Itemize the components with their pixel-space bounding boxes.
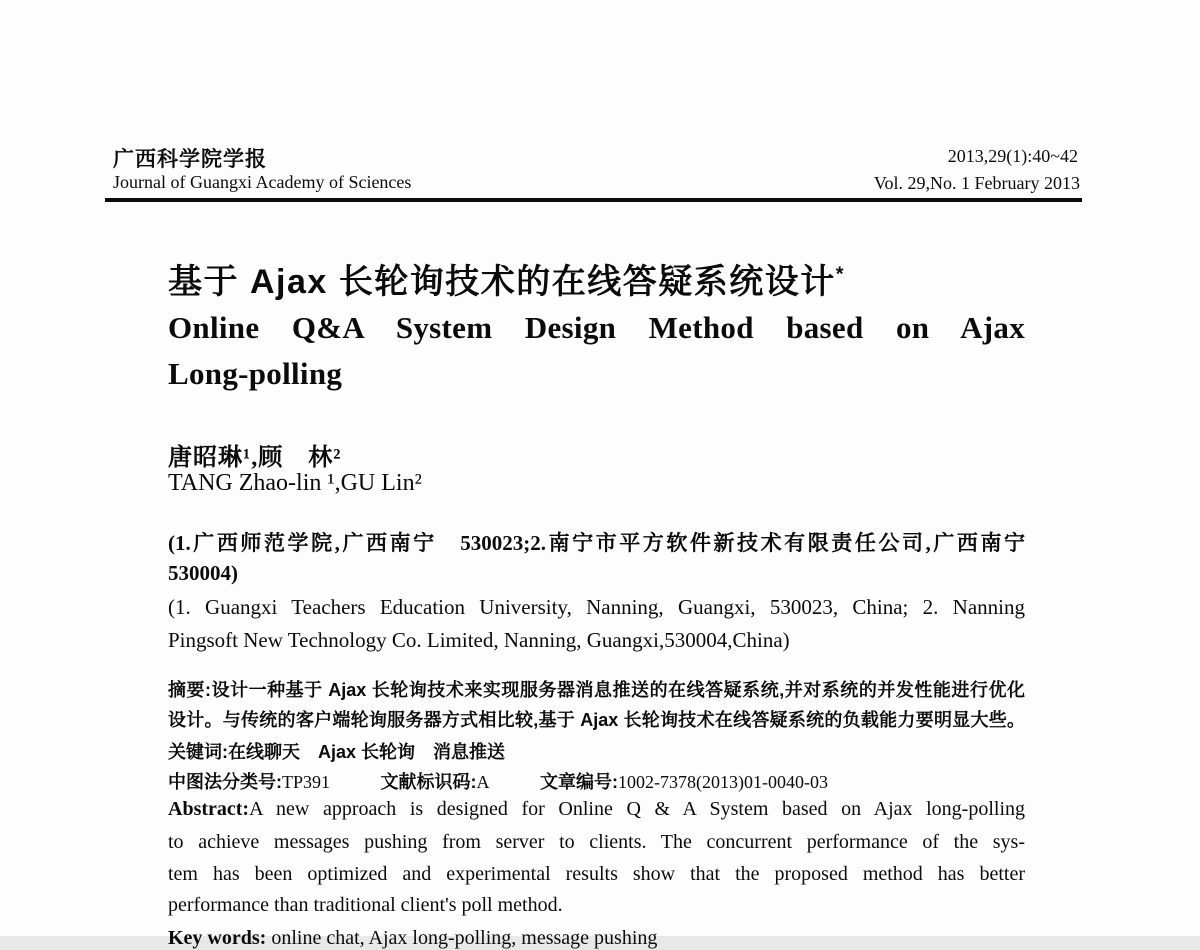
header-rule bbox=[105, 198, 1082, 202]
abstract-en-line1 bbox=[168, 798, 1025, 821]
article-title-en-line1: Online Q&A System Design Method based on Ajax bbox=[168, 310, 1025, 345]
abstract-en-line2: to achieve messages pushing from server to clients. The concurrent performance of the sys- bbox=[168, 831, 1025, 853]
article-id-value: 1002-7378(2013)01-0040-03 bbox=[618, 772, 828, 792]
keywords-en-cutoff bbox=[168, 927, 1025, 950]
doc-code-segment bbox=[381, 772, 490, 792]
doc-code-label: 文献标识码: bbox=[380, 772, 477, 792]
affiliation-cn-line1: (1.广西师范学院,广西南宁 530023;2.南宁市平方软件新技术有限责任公司,广西南宁 bbox=[168, 531, 1025, 555]
article-id-label: 文章编号: bbox=[540, 772, 619, 792]
doc-code-value: A bbox=[476, 772, 490, 792]
issue-info: 2013,29(1):40~42 bbox=[947, 146, 1078, 166]
article-id-segment bbox=[540, 772, 828, 792]
volume-info: Vol. 29,No. 1 February 2013 bbox=[873, 173, 1080, 193]
abstract-en-line4: performance than traditional client's poll method. bbox=[168, 894, 563, 916]
classification-line bbox=[168, 768, 1025, 794]
clc-value: TP391 bbox=[282, 772, 331, 792]
article-title-en-line2: Long-polling bbox=[168, 356, 343, 391]
article-title-cn-text: 基于 Ajax 长轮询技术的在线答疑系统设计 bbox=[168, 263, 836, 301]
abstract-cn-line2: 设计。与传统的客户端轮询服务器方式相比较,基于 Ajax 长轮询技术在线答疑系统的负载能力要明显大些。 bbox=[168, 710, 1025, 730]
abstract-cn-line1 bbox=[168, 676, 1025, 702]
abstract-en-label: Abstract: bbox=[168, 798, 250, 820]
keywords-cn bbox=[168, 738, 1025, 764]
clc-segment bbox=[168, 772, 330, 792]
clc-label: 中图法分类号: bbox=[168, 772, 282, 792]
keywords-en-text: online chat, Ajax long-polling, message pushing bbox=[271, 927, 658, 949]
abstract-en-line3: tem has been optimized and experimental results show that the proposed method has better bbox=[168, 863, 1025, 885]
article-title-cn bbox=[168, 254, 1025, 303]
abstract-en-text1: A new approach is designed for Online Q & A System based on Ajax long-polling bbox=[249, 798, 1025, 820]
keywords-en-label: Key words: bbox=[168, 927, 267, 949]
authors-en: TANG Zhao-lin ¹,GU Lin² bbox=[168, 470, 422, 496]
affiliation-en-line2: Pingsoft New Technology Co. Limited, Nanning, Guangxi,530004,China) bbox=[168, 628, 790, 652]
title-footnote-mark: * bbox=[835, 263, 844, 286]
affiliation-cn-line2: 530004) bbox=[168, 561, 238, 585]
journal-title-en: Journal of Guangxi Academy of Sciences bbox=[113, 172, 412, 192]
abstract-cn-label: 摘要: bbox=[168, 680, 212, 700]
abstract-cn-text1: 设计一种基于 Ajax 长轮询技术来实现服务器消息推送的在线答疑系统,并对系统的并发性能进行优化 bbox=[211, 680, 1025, 700]
keywords-cn-label: 关键词: bbox=[168, 742, 228, 762]
affiliation-en-line1: (1. Guangxi Teachers Education University, Nanning, Guangxi, 530023, China; 2. Nanning bbox=[168, 595, 1025, 619]
journal-title-cn: 广西科学院学报 bbox=[113, 148, 267, 171]
authors-cn: 唐昭琳¹,顾 林² bbox=[168, 445, 342, 471]
keywords-cn-text: 在线聊天 Ajax 长轮询 消息推送 bbox=[228, 742, 506, 762]
